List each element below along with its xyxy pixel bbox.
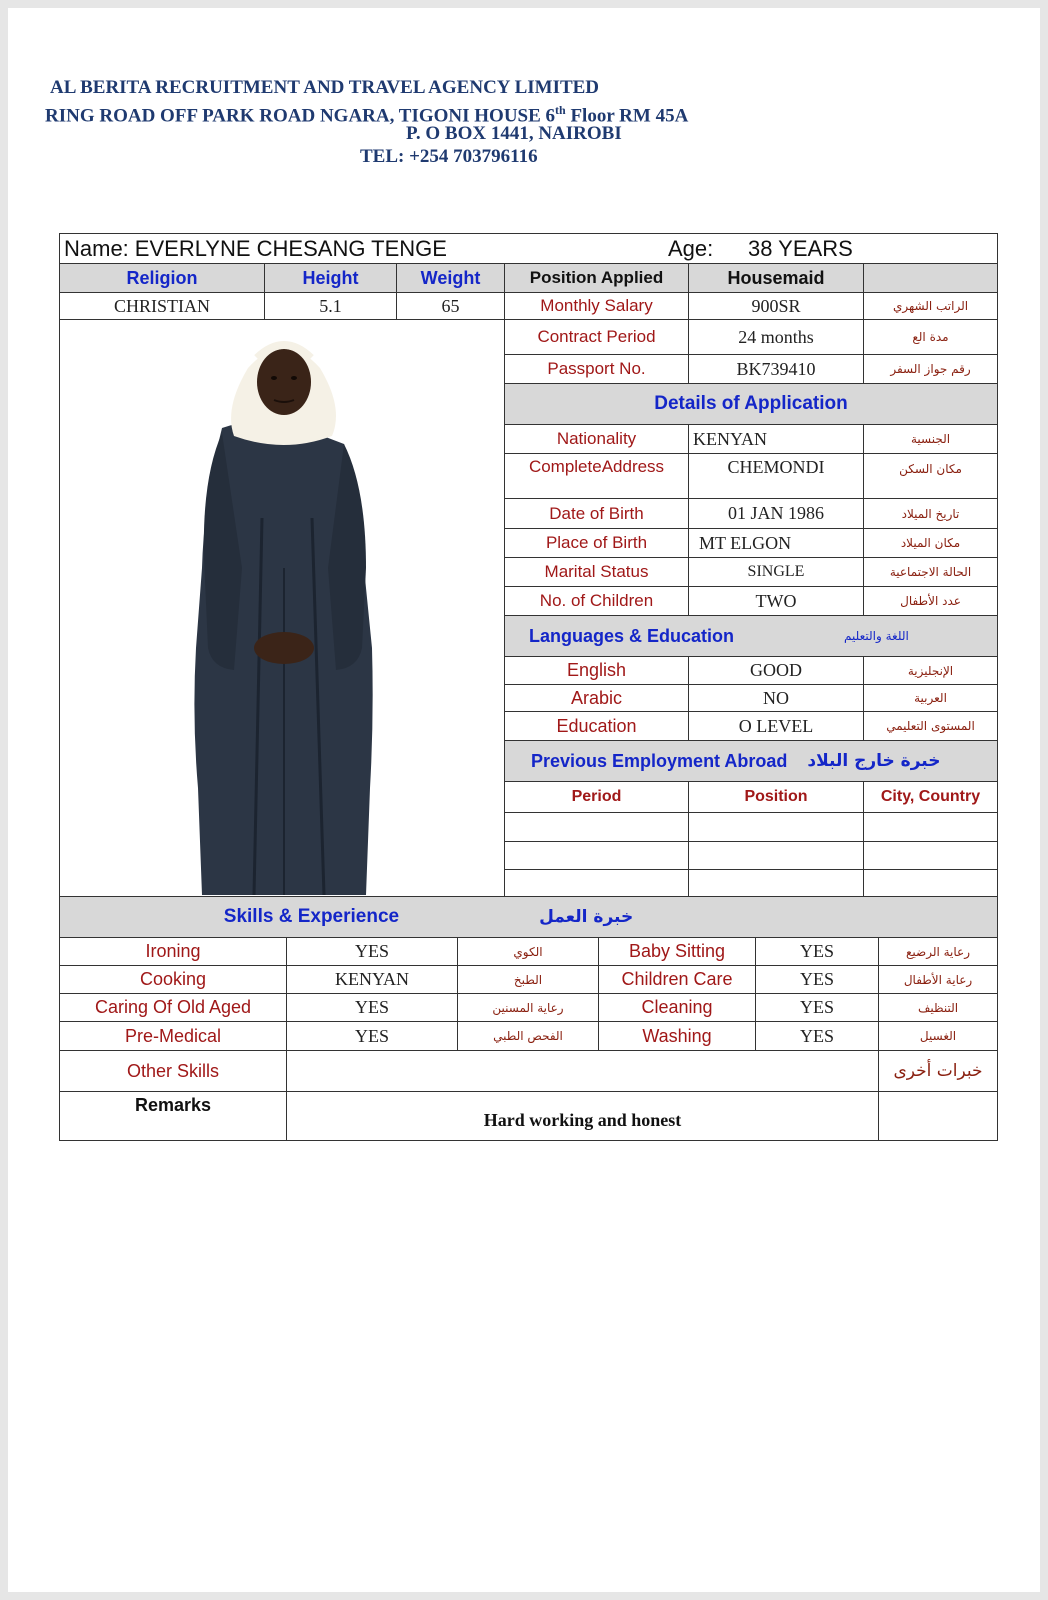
other-skills-label: Other Skills xyxy=(59,1050,287,1092)
agency-address-main: RING ROAD OFF PARK ROAD NGARA, TIGONI HOUSE 6 xyxy=(45,105,556,127)
employment-row xyxy=(688,812,864,842)
skill-ironing-label: Ironing xyxy=(59,937,287,966)
address-arabic: مكان السكن xyxy=(863,453,998,499)
employment-row xyxy=(688,869,864,897)
age-value: 38 YEARS xyxy=(748,236,853,261)
skills-section-title xyxy=(59,896,998,938)
age-label: Age: xyxy=(668,236,714,261)
employment-col-period: Period xyxy=(504,781,689,813)
contract-period-label: Contract Period xyxy=(504,319,689,355)
languages-section-title xyxy=(504,615,998,657)
skill-cleaning-arabic: التنظيف xyxy=(878,993,998,1022)
candidate-name: EVERLYNE CHESANG TENGE xyxy=(134,235,447,261)
employment-row xyxy=(863,841,998,870)
agency-address-sup: th xyxy=(555,103,566,117)
employment-row xyxy=(504,841,689,870)
position-applied-arabic xyxy=(863,263,998,293)
education-value: O LEVEL xyxy=(688,711,864,741)
agency-pobox: P. O BOX 1441, NAIROBI xyxy=(406,123,622,144)
remarks-value: Hard working and honest xyxy=(286,1091,879,1141)
skill-premedical-label: Pre-Medical xyxy=(59,1021,287,1051)
marital-status-label: Marital Status xyxy=(504,557,689,587)
contract-period-value: 24 months xyxy=(688,319,864,355)
religion-header: Religion xyxy=(59,263,265,293)
agency-address-floor: Floor RM 45A xyxy=(565,105,689,127)
nationality-arabic: الجنسية xyxy=(863,424,998,454)
arabic-arabic: العربية xyxy=(863,684,998,712)
skills-title-text: Skills & Experience xyxy=(223,906,400,927)
skill-ironing-value: YES xyxy=(286,937,458,966)
employment-col-city: City, Country xyxy=(863,781,998,813)
other-skills-value xyxy=(286,1050,879,1092)
marital-status-value: SINGLE xyxy=(688,557,864,587)
skill-babysitting-arabic: رعاية الرضيع xyxy=(878,937,998,966)
languages-title-arabic: اللغة والتعليم xyxy=(844,629,909,643)
employment-title-arabic: خبرة خارج البلاد xyxy=(807,751,941,771)
employment-title-text: Previous Employment Abroad xyxy=(531,750,788,771)
skill-oldaged-value: YES xyxy=(286,993,458,1022)
languages-title-text: Languages & Education xyxy=(529,625,735,646)
skill-premedical-value: YES xyxy=(286,1021,458,1051)
remarks-label: Remarks xyxy=(59,1091,287,1141)
skill-oldaged-label: Caring Of Old Aged xyxy=(59,993,287,1022)
height-header: Height xyxy=(264,263,397,293)
weight-header: Weight xyxy=(396,263,505,293)
skill-cleaning-label: Cleaning xyxy=(598,993,756,1022)
skill-cooking-label: Cooking xyxy=(59,965,287,994)
candidate-photo xyxy=(62,318,502,895)
employment-row xyxy=(863,812,998,842)
weight-value: 65 xyxy=(396,292,505,320)
other-skills-arabic: خبرات أخرى xyxy=(878,1050,998,1092)
pob-arabic: مكان الميلاد xyxy=(863,528,998,558)
passport-arabic: رقم جواز السفر xyxy=(863,354,998,384)
details-section-title: Details of Application xyxy=(504,383,998,425)
dob-arabic: تاريخ الميلاد xyxy=(863,498,998,529)
employment-row xyxy=(504,812,689,842)
passport-label: Passport No. xyxy=(504,354,689,384)
name-row xyxy=(59,233,998,264)
agency-phone: TEL: +254 703796116 xyxy=(360,146,538,167)
pob-value: MT ELGON xyxy=(688,528,864,558)
religion-value: CHRISTIAN xyxy=(59,292,265,320)
english-value: GOOD xyxy=(688,656,864,685)
education-arabic: المستوى التعليمي xyxy=(863,711,998,741)
nationality-label: Nationality xyxy=(504,424,689,454)
monthly-salary-arabic: الراتب الشهري xyxy=(863,292,998,320)
skill-childrencare-arabic: رعاية الأطفال xyxy=(878,965,998,994)
contract-period-arabic: مدة الع xyxy=(863,319,998,355)
children-arabic: عدد الأطفال xyxy=(863,586,998,616)
skill-babysitting-label: Baby Sitting xyxy=(598,937,756,966)
name-label: Name: xyxy=(64,235,129,261)
agency-name: AL BERITA RECRUITMENT AND TRAVEL AGENCY LIMITED xyxy=(50,77,600,98)
remarks-arabic xyxy=(878,1091,998,1141)
nationality-value: KENYAN xyxy=(688,424,864,454)
pob-label: Place of Birth xyxy=(504,528,689,558)
skill-premedical-arabic: الفحص الطبي xyxy=(457,1021,599,1051)
skills-title-arabic: خبرة العمل xyxy=(539,907,634,927)
position-applied-label: Position Applied xyxy=(504,263,689,293)
employment-section-title xyxy=(504,740,998,782)
employment-row xyxy=(504,869,689,897)
skill-cooking-arabic: الطبخ xyxy=(457,965,599,994)
monthly-salary-value: 900SR xyxy=(688,292,864,320)
employment-row xyxy=(863,869,998,897)
skill-washing-value: YES xyxy=(755,1021,879,1051)
position-applied-value: Housemaid xyxy=(688,263,864,293)
dob-label: Date of Birth xyxy=(504,498,689,529)
passport-value: BK739410 xyxy=(688,354,864,384)
address-value: CHEMONDI xyxy=(688,453,864,499)
skill-ironing-arabic: الكوي xyxy=(457,937,599,966)
skill-childrencare-value: YES xyxy=(755,965,879,994)
skill-oldaged-arabic: رعاية المسنين xyxy=(457,993,599,1022)
skill-cleaning-value: YES xyxy=(755,993,879,1022)
skill-babysitting-value: YES xyxy=(755,937,879,966)
skill-washing-label: Washing xyxy=(598,1021,756,1051)
employment-col-position: Position xyxy=(688,781,864,813)
skill-childrencare-label: Children Care xyxy=(598,965,756,994)
arabic-label: Arabic xyxy=(504,684,689,712)
arabic-value: NO xyxy=(688,684,864,712)
monthly-salary-label: Monthly Salary xyxy=(504,292,689,320)
skill-cooking-value: KENYAN xyxy=(286,965,458,994)
children-label: No. of Children xyxy=(504,586,689,616)
address-label: CompleteAddress xyxy=(504,453,689,499)
children-value: TWO xyxy=(688,586,864,616)
skill-washing-arabic: الغسيل xyxy=(878,1021,998,1051)
english-arabic: الإنجليزية xyxy=(863,656,998,685)
employment-row xyxy=(688,841,864,870)
english-label: English xyxy=(504,656,689,685)
height-value: 5.1 xyxy=(264,292,397,320)
dob-value: 01 JAN 1986 xyxy=(688,498,864,529)
education-label: Education xyxy=(504,711,689,741)
marital-status-arabic: الحالة الاجتماعية xyxy=(863,557,998,587)
